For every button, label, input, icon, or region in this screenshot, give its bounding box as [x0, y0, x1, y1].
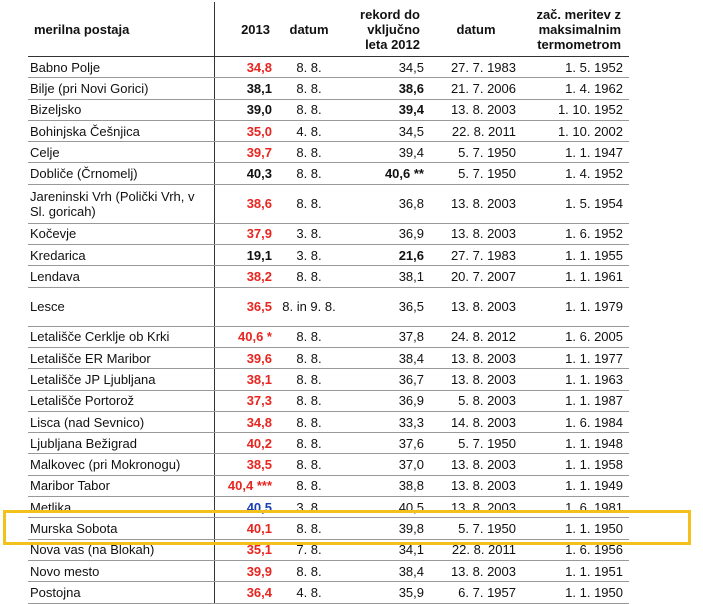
table-row — [28, 163, 629, 184]
temp-2013: 38,5 — [214, 454, 278, 475]
temp-2013: 38,2 — [214, 266, 278, 287]
temp-2013: 39,9 — [214, 560, 278, 581]
date-2013: 8. 8. — [278, 369, 340, 390]
table-row — [28, 347, 629, 368]
date-2013: 8. 8. — [278, 163, 340, 184]
table-row — [28, 57, 629, 78]
record-value: 38,4 — [340, 560, 428, 581]
date-2013: 8. in 9. 8. — [278, 287, 340, 326]
date-2013: 3. 8. — [278, 245, 340, 266]
record-date: 20. 7. 2007 — [428, 266, 524, 287]
temperature-records-table — [28, 2, 629, 604]
measurement-start: 1. 6. 1984 — [524, 411, 629, 432]
temp-2013: 40,2 — [214, 433, 278, 454]
measurement-start: 1. 6. 1981 — [524, 497, 629, 518]
date-2013: 8. 8. — [278, 411, 340, 432]
measurement-start: 1. 6. 1952 — [524, 223, 629, 244]
header-2013: 2013 — [214, 2, 278, 57]
record-value: 37,0 — [340, 454, 428, 475]
record-value: 38,1 — [340, 266, 428, 287]
station-name: Lisca (nad Sevnico) — [28, 411, 214, 432]
record-date: 6. 7. 1957 — [428, 582, 524, 603]
record-value: 39,8 — [340, 518, 428, 539]
measurement-start: 1. 1. 1955 — [524, 245, 629, 266]
date-2013: 8. 8. — [278, 142, 340, 163]
table-row — [28, 560, 629, 581]
header-date: datum — [278, 2, 340, 57]
measurement-start: 1. 1. 1961 — [524, 266, 629, 287]
date-2013: 3. 8. — [278, 223, 340, 244]
station-name: Murska Sobota — [28, 518, 214, 539]
measurement-start: 1. 1. 1951 — [524, 560, 629, 581]
table-row — [28, 454, 629, 475]
station-name: Kočevje — [28, 223, 214, 244]
date-2013: 8. 8. — [278, 78, 340, 99]
date-2013: 8. 8. — [278, 99, 340, 120]
record-value: 38,8 — [340, 475, 428, 496]
record-value: 36,5 — [340, 287, 428, 326]
measurement-start: 1. 4. 1962 — [524, 78, 629, 99]
temp-2013: 36,4 — [214, 582, 278, 603]
header-measurement-start — [524, 2, 629, 57]
date-2013: 8. 8. — [278, 57, 340, 78]
table-row — [28, 266, 629, 287]
station-name: Bilje (pri Novi Gorici) — [28, 78, 214, 99]
measurement-start: 1. 6. 1956 — [524, 539, 629, 560]
measurement-start: 1. 1. 1963 — [524, 369, 629, 390]
measurement-start: 1. 10. 2002 — [524, 120, 629, 141]
header-station: merilna postaja — [28, 2, 214, 57]
record-date: 22. 8. 2011 — [428, 120, 524, 141]
date-2013: 8. 8. — [278, 184, 340, 223]
record-date: 13. 8. 2003 — [428, 369, 524, 390]
date-2013: 8. 8. — [278, 475, 340, 496]
station-name: Maribor Tabor — [28, 475, 214, 496]
measurement-start: 1. 1. 1979 — [524, 287, 629, 326]
record-value: 39,4 — [340, 142, 428, 163]
record-value: 36,8 — [340, 184, 428, 223]
header-start-line2: maksimalnim — [538, 21, 621, 37]
temp-2013: 39,6 — [214, 347, 278, 368]
temp-2013: 40,4 *** — [214, 475, 278, 496]
temp-2013: 35,0 — [214, 120, 278, 141]
measurement-start: 1. 1. 1947 — [524, 142, 629, 163]
record-date: 13. 8. 2003 — [428, 184, 524, 223]
table-row — [28, 99, 629, 120]
record-value: 36,7 — [340, 369, 428, 390]
measurement-start: 1. 1. 1987 — [524, 390, 629, 411]
temp-2013: 39,0 — [214, 99, 278, 120]
record-value: 34,5 — [340, 57, 428, 78]
station-name: Letališče Cerklje ob Krki — [28, 326, 214, 347]
date-2013: 8. 8. — [278, 326, 340, 347]
table-row — [28, 518, 629, 539]
record-date: 22. 8. 2011 — [428, 539, 524, 560]
header-record-date: datum — [428, 2, 524, 57]
station-name: Lesce — [28, 287, 214, 326]
measurement-start: 1. 4. 1952 — [524, 163, 629, 184]
station-name: Letališče JP Ljubljana — [28, 369, 214, 390]
measurement-start: 1. 5. 1952 — [524, 57, 629, 78]
measurement-start: 1. 1. 1977 — [524, 347, 629, 368]
record-value: 34,1 — [340, 539, 428, 560]
temp-2013: 19,1 — [214, 245, 278, 266]
record-value: 38,4 — [340, 347, 428, 368]
measurement-start: 1. 1. 1950 — [524, 518, 629, 539]
record-date: 14. 8. 2003 — [428, 411, 524, 432]
station-name: Ljubljana Bežigrad — [28, 433, 214, 454]
temp-2013: 40,3 — [214, 163, 278, 184]
record-date: 5. 7. 1950 — [428, 518, 524, 539]
record-value: 38,6 — [340, 78, 428, 99]
measurement-start: 1. 5. 1954 — [524, 184, 629, 223]
temperature-records-table-container — [28, 2, 629, 604]
temp-2013: 40,5 — [214, 497, 278, 518]
table-row — [28, 223, 629, 244]
temp-2013: 36,5 — [214, 287, 278, 326]
temp-2013: 39,7 — [214, 142, 278, 163]
date-2013: 7. 8. — [278, 539, 340, 560]
measurement-start: 1. 1. 1949 — [524, 475, 629, 496]
record-date: 13. 8. 2003 — [428, 223, 524, 244]
temp-2013: 38,1 — [214, 78, 278, 99]
table-row — [28, 287, 629, 326]
record-date: 13. 8. 2003 — [428, 454, 524, 475]
station-name: Lendava — [28, 266, 214, 287]
table-row — [28, 582, 629, 603]
measurement-start: 1. 1. 1948 — [524, 433, 629, 454]
table-row — [28, 326, 629, 347]
table-row — [28, 184, 629, 223]
record-value: 36,9 — [340, 390, 428, 411]
record-date: 13. 8. 2003 — [428, 347, 524, 368]
measurement-start: 1. 1. 1950 — [524, 582, 629, 603]
temp-2013: 38,6 — [214, 184, 278, 223]
table-row — [28, 539, 629, 560]
header-record-line2: vključno — [367, 21, 420, 37]
table-row — [28, 475, 629, 496]
station-name: Metlika — [28, 497, 214, 518]
record-date: 27. 7. 1983 — [428, 245, 524, 266]
station-name: Babno Polje — [28, 57, 214, 78]
table-row — [28, 142, 629, 163]
date-2013: 3. 8. — [278, 497, 340, 518]
record-date: 13. 8. 2003 — [428, 287, 524, 326]
table-header — [28, 2, 629, 57]
record-value: 36,9 — [340, 223, 428, 244]
temp-2013: 34,8 — [214, 57, 278, 78]
date-2013: 8. 8. — [278, 454, 340, 475]
station-name: Bohinjska Češnjica — [28, 120, 214, 141]
table-row — [28, 245, 629, 266]
date-2013: 4. 8. — [278, 582, 340, 603]
station-name: Postojna — [28, 582, 214, 603]
station-name: Bizeljsko — [28, 99, 214, 120]
header-start-line1: zač. meritev z — [536, 6, 621, 22]
record-date: 5. 7. 1950 — [428, 142, 524, 163]
record-date: 24. 8. 2012 — [428, 326, 524, 347]
table-row — [28, 411, 629, 432]
table-body — [28, 57, 629, 604]
record-date: 21. 7. 2006 — [428, 78, 524, 99]
record-value: 37,6 — [340, 433, 428, 454]
measurement-start: 1. 6. 2005 — [524, 326, 629, 347]
record-date: 5. 7. 1950 — [428, 163, 524, 184]
station-name: Letališče Portorož — [28, 390, 214, 411]
table-row — [28, 497, 629, 518]
table-row — [28, 390, 629, 411]
record-value: 40,5 — [340, 497, 428, 518]
record-value: 39,4 — [340, 99, 428, 120]
temp-2013: 34,8 — [214, 411, 278, 432]
station-name: Letališče ER Maribor — [28, 347, 214, 368]
record-date: 13. 8. 2003 — [428, 99, 524, 120]
record-date: 5. 7. 1950 — [428, 433, 524, 454]
temp-2013: 35,1 — [214, 539, 278, 560]
record-date: 13. 8. 2003 — [428, 560, 524, 581]
record-date: 13. 8. 2003 — [428, 497, 524, 518]
record-date: 5. 8. 2003 — [428, 390, 524, 411]
date-2013: 8. 8. — [278, 347, 340, 368]
header-start-line3: termometrom — [537, 36, 621, 52]
temp-2013: 40,1 — [214, 518, 278, 539]
record-value: 34,5 — [340, 120, 428, 141]
date-2013: 8. 8. — [278, 518, 340, 539]
station-name: Kredarica — [28, 245, 214, 266]
station-name: Novo mesto — [28, 560, 214, 581]
station-name: Nova vas (na Blokah) — [28, 539, 214, 560]
record-value: 33,3 — [340, 411, 428, 432]
date-2013: 4. 8. — [278, 120, 340, 141]
station-name: Dobliče (Črnomelj) — [28, 163, 214, 184]
temp-2013: 37,3 — [214, 390, 278, 411]
table-row — [28, 433, 629, 454]
date-2013: 8. 8. — [278, 560, 340, 581]
record-value: 21,6 — [340, 245, 428, 266]
station-name: Malkovec (pri Mokronogu) — [28, 454, 214, 475]
station-name: Celje — [28, 142, 214, 163]
station-name: Jareninski Vrh (Polički Vrh, v Sl. goricah) — [28, 184, 214, 223]
record-value: 35,9 — [340, 582, 428, 603]
table-row — [28, 369, 629, 390]
header-record-line3: leta 2012 — [365, 36, 420, 52]
temp-2013: 40,6 * — [214, 326, 278, 347]
table-row — [28, 120, 629, 141]
date-2013: 8. 8. — [278, 266, 340, 287]
header-row — [28, 2, 629, 57]
record-date: 13. 8. 2003 — [428, 475, 524, 496]
record-value: 40,6 ** — [340, 163, 428, 184]
table-row — [28, 78, 629, 99]
header-record-line1: rekord do — [360, 6, 420, 22]
measurement-start: 1. 1. 1958 — [524, 454, 629, 475]
header-record — [340, 2, 428, 57]
date-2013: 8. 8. — [278, 390, 340, 411]
record-date: 27. 7. 1983 — [428, 57, 524, 78]
temp-2013: 38,1 — [214, 369, 278, 390]
measurement-start: 1. 10. 1952 — [524, 99, 629, 120]
record-value: 37,8 — [340, 326, 428, 347]
date-2013: 8. 8. — [278, 433, 340, 454]
temp-2013: 37,9 — [214, 223, 278, 244]
